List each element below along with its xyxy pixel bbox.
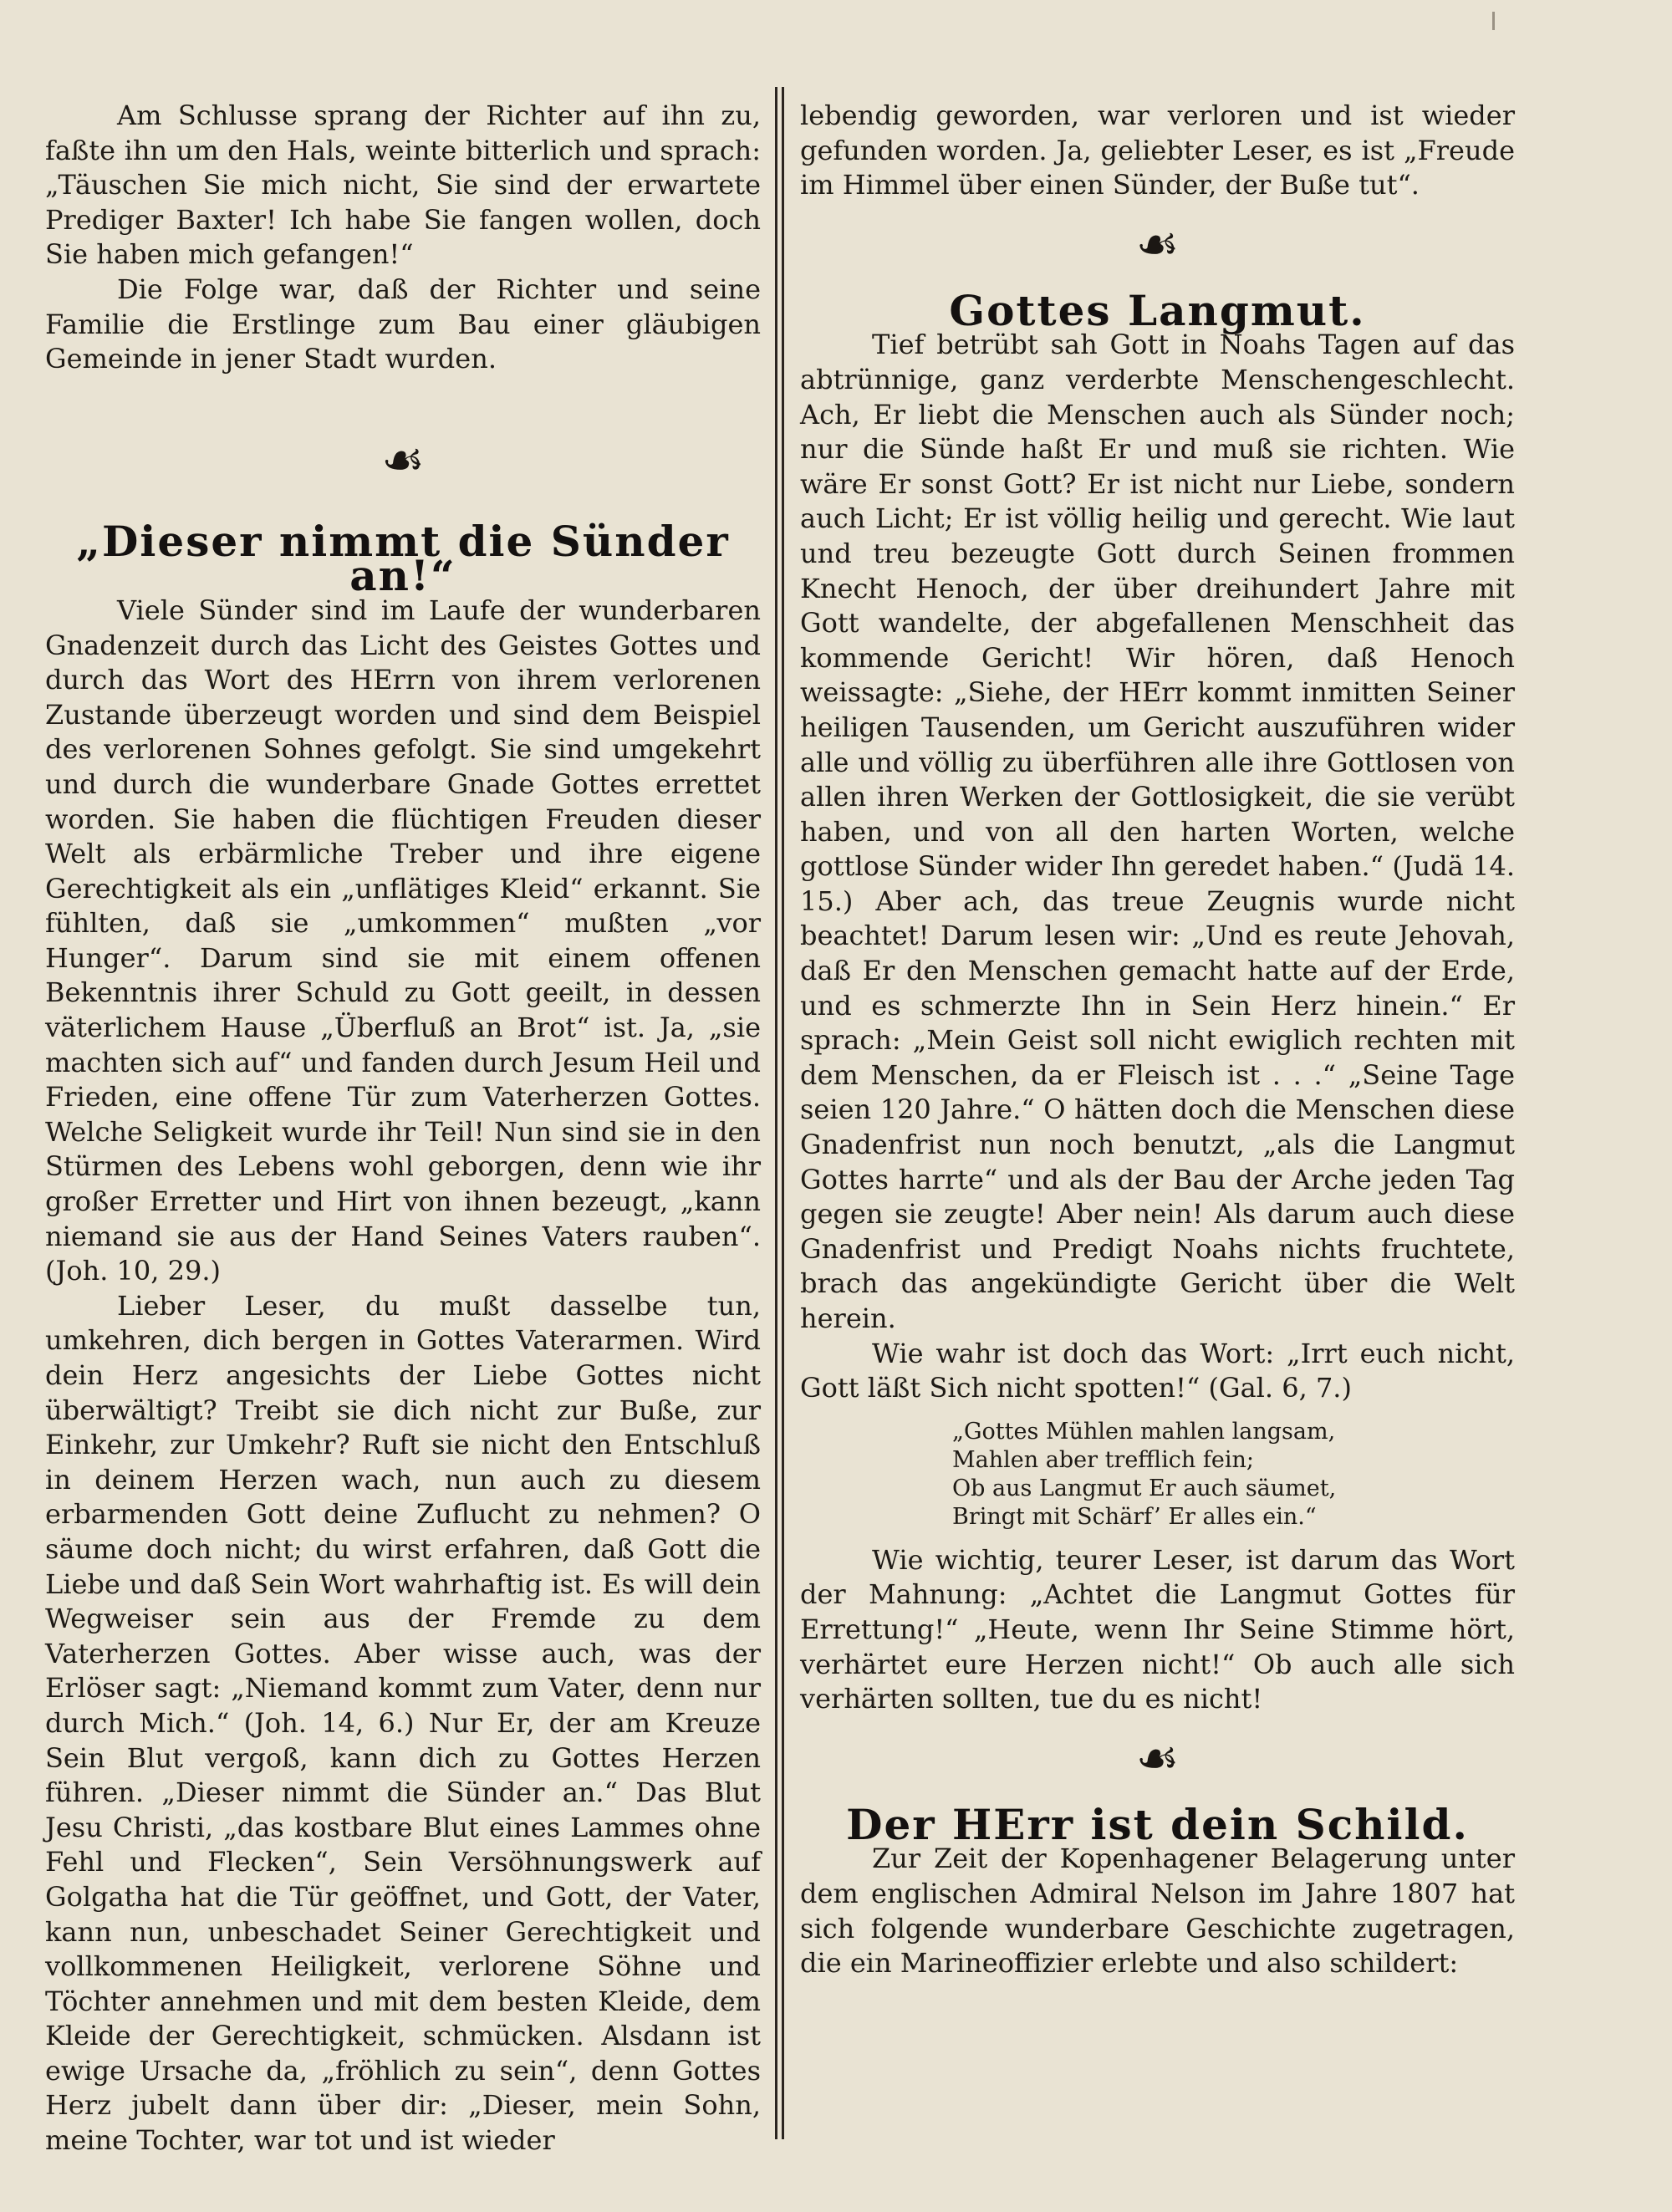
margin-mark bbox=[1492, 12, 1495, 30]
article-heading-sunder: „Dieser nimmt die Sünder an!“ bbox=[76, 516, 730, 601]
column-divider bbox=[775, 87, 784, 2139]
article-schild-paragraph-1: Zur Zeit der Kopenhagener Belagerung unter dem englischen Admiral Nelson im Jahre 1807 hat sich folgende wunderbare Geschichte zugetragen, die ein Marineoffizier erlebte und also schildert: bbox=[800, 1842, 1515, 1980]
left-column bbox=[45, 99, 761, 2158]
continued-paragraph: lebendig geworden, war verloren und ist wieder gefunden worden. Ja, geliebter Leser, es ist „Freude im Himmel über einen Sünder, der Buße tut“. bbox=[800, 99, 1515, 201]
article-heading-schild: Der HErr ist dein Schild. bbox=[846, 1799, 1469, 1849]
article-sunder-paragraph-2: Lieber Leser, du mußt dasselbe tun, umkehren, dich bergen in Gottes Vaterarmen. Wird dein Herz angesichts der Liebe Gottes nicht überwältigt? Treibt sie dich nicht zur Buße, zur Einkehr, zur Umkehr? Ruft sie nicht den Entschluß in deinem Herzen wach, nun auch zu diesem erbarmenden Gott deine Zuflucht zu nehmen? O säume doch nicht; du wirst erfahren, daß Gott die Liebe und daß Sein Wort wahrhaftig ist. Es will dein Wegweiser sein aus der Fremde zu dem Vaterherzen Gottes. Aber wisse auch, was der Erlöser sagt: „Niemand kommt zum Vater, denn nur durch Mich.“ (Joh. 14, 6.) Nur Er, der am Kreuze Sein Blut vergoß, kann dich zu Gottes Herzen führen. „Dieser nimmt die Sünder an.“ Das Blut Jesu Christi, „das kostbare Blut eines Lammes ohne Fehl und Flecken“, Sein Versöhnungswerk auf Golgatha hat die Tür geöffnet, und Gott, der Vater, kann nun, unbeschadet Seiner Gerechtigkeit und vollkommenen Heiligkeit, verlorene Söhne und Töchter annehmen und mit dem besten Kleide, dem Kleide der Gerechtigkeit, schmücken. Alsdann ist ewige Ursache da, „fröhlich zu sein“, denn Gottes Herz jubelt dann über dir: „Dieser, mein Sohn, meine Tochter, war tot und ist wieder bbox=[45, 1289, 761, 2157]
article-heading-langmut: Gottes Langmut. bbox=[949, 285, 1366, 335]
article-langmut-paragraph-1: Tief betrübt sah Gott in Noahs Tagen auf das abtrünnige, ganz verderbte Menschengeschlecht. Ach, Er liebt die Menschen auch als Sünder noch; nur die Sünde haßt Er und muß sie richten. Wie wäre Er sonst Gott? Er ist nicht nur Liebe, sondern auch Licht; Er ist völlig heilig und gerecht. Wie laut und treu bezeugte Gott durch Seinen frommen Knecht Henoch, der über dreihundert Jahre mit Gott wandelte, der abgefallenen Menschheit das kommende Gericht! Wir hören, daß Henoch weissagte: „Siehe, der HErr kommt inmitten Seiner heiligen Tausenden, um Gericht auszuführen wider alle und völlig zu überführen alle ihre Gottlosen von allen ihren Werken der Gottlosigkeit, die sie verübt haben, und von all den harten Worten, welche gottlose Sünder wider Ihn geredet haben.“ (Judä 14. 15.) Aber ach, das treue Zeugnis wurde nicht beachtet! Darum lesen wir: „Und es reute Jehovah, daß Er den Menschen gemacht hatte auf der Erde, und es schmerzte Ihn in Sein Herz hinein.“ Er sprach: „Mein Geist soll nicht ewiglich rechten mit dem Menschen, da er Fleisch ist . . .“ „Seine Tage seien 120 Jahre.“ O hätten doch die Menschen diese Gnadenfrist nun noch benutzt, „als die Langmut Gottes harrte“ und als der Bau der Arche jeden Tag gegen sie zeugte! Aber nein! Als darum auch diese Gnadenfrist und Predigt Noahs nichts fruchtete, brach das angekündigte Gericht über die Welt herein. bbox=[800, 329, 1515, 1334]
intro-paragraph-1: Am Schlusse sprang der Richter auf ihn zu, faßte ihn um den Hals, weinte bitterlich und sprach: „Täuschen Sie mich nicht, Sie sind der erwartete Prediger Baxter! Ich habe Sie fangen wollen, doch Sie haben mich gefangen!“ bbox=[45, 99, 761, 271]
article-langmut-paragraph-3: Wie wichtig, teurer Leser, ist darum das Wort der Mahnung: „Achtet die Langmut Gottes für Errettung!“ „Heute, wenn Ihr Seine Stimme hört, verhärtet eure Herzen nicht!“ Ob auch alle sich verhärten sollten, tue du es nicht! bbox=[800, 1543, 1515, 1715]
fleuron-ornament-icon: ☙ bbox=[381, 431, 425, 488]
verse-line: „Gottes Mühlen mahlen langsam, bbox=[952, 1418, 1336, 1445]
poem-verse bbox=[800, 1418, 1515, 1532]
intro-paragraph-2: Die Folge war, daß der Richter und seine Familie die Erstlinge zum Bau einer gläubigen Gemeinde in jener Stadt wurden. bbox=[45, 273, 761, 375]
article-langmut-paragraph-2: Wie wahr ist doch das Wort: „Irrt euch nicht, Gott läßt Sich nicht spotten!“ (Gal. 6, 7.) bbox=[800, 1337, 1515, 1404]
article-sunder-paragraph-1: Viele Sünder sind im Laufe der wunderbaren Gnadenzeit durch das Licht des Geistes Gottes und durch das Wort des HErrn von ihrem verlorenen Zustande überzeugt worden und sind dem Beispiel des verlorenen Sohnes gefolgt. Sie sind umgekehrt und durch die wunderbare Gnade Gottes errettet worden. Sie haben die flüchtigen Freuden dieser Welt als erbärmliche Treber und ihre eigene Gerechtigkeit als ein „unflätiges Kleid“ erkannt. Sie fühlten, daß sie „umkommen“ mußten „vor Hunger“. Darum sind sie mit einem offenen Bekenntnis ihrer Schuld zu Gott geeilt, in dessen väterlichem Hause „Überfluß an Brot“ ist. Ja, „sie machten sich auf“ und fanden durch Jesum Heil und Frieden, eine offene Tür zum Vaterherzen Gottes. Welche Seligkeit wurde ihr Teil! Nun sind sie in den Stürmen des Lebens wohl geborgen, denn wie ihr großer Erretter und Hirt von ihnen bezeugt, „kann niemand sie aus der Hand Seines Vaters rauben“. (Joh. 10, 29.) bbox=[45, 594, 761, 1287]
fleuron-ornament-icon: ☙ bbox=[1135, 215, 1180, 273]
verse-line: Mahlen aber trefflich fein; bbox=[952, 1446, 1254, 1473]
right-column bbox=[800, 99, 1515, 1981]
verse-line: Bringt mit Schärf’ Er alles ein.“ bbox=[952, 1503, 1317, 1530]
verse-line: Ob aus Langmut Er auch säumet, bbox=[952, 1475, 1337, 1501]
fleuron-ornament-icon: ☙ bbox=[1135, 1729, 1180, 1786]
